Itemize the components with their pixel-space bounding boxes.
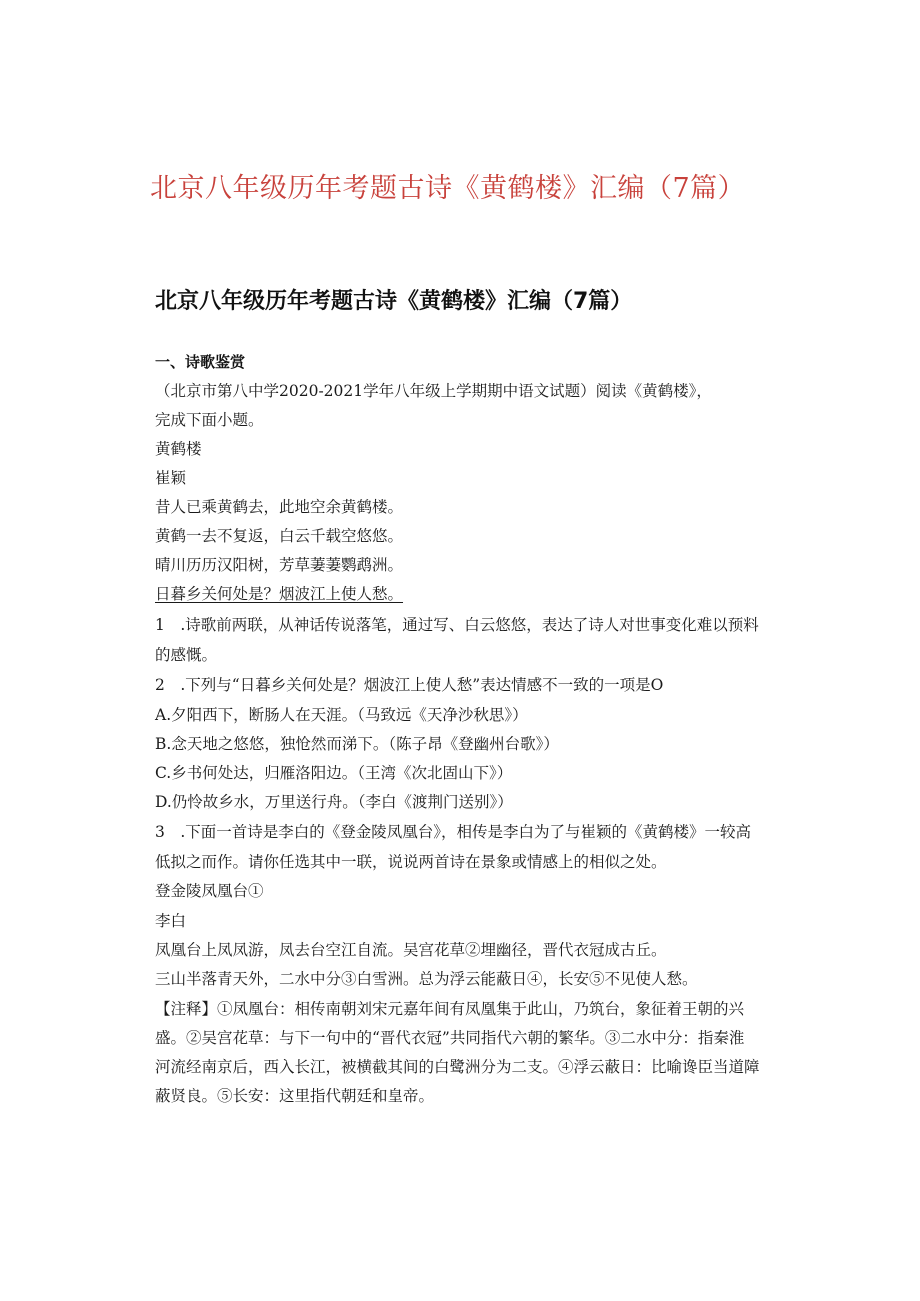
document-heading: 北京八年级历年考题古诗《黄鹤楼》汇编（7篇） [155, 289, 633, 314]
notes-line-3: 河流经南京后，西入长江，被横截其间的白鹭洲分为二支。④浮云蔽日：比喻谗臣当道障 [155, 1058, 760, 1076]
intro-line-1: （北京市第八中学2020-2021学年八年级上学期期中语文试题）阅读《黄鹤楼》， [155, 382, 712, 400]
question-3-line-1: 3 .下面一首诗是李白的《登金陵凤凰台》，相传是李白为了与崔颖的《黄鹤楼》一较高 [155, 823, 752, 841]
option-a: A.夕阳西下，断肠人在天涯。（马致远《天净沙秋思》） [155, 706, 528, 724]
poem-author: 崔颖 [155, 469, 187, 487]
poem2-author: 李白 [155, 912, 187, 930]
question-2-stem: 2 .下列与“日暮乡关何处是？烟波江上使人愁”表达情感不一致的一项是O [155, 676, 664, 694]
option-c: C.乡书何处达，归雁洛阳边。（王湾《次北固山下》） [155, 764, 513, 782]
option-d: D.仍怜故乡水，万里送行舟。（李白《渡荆门送别》） [155, 793, 513, 811]
poem-line-4: 日暮乡关何处是？烟波江上使人愁。 [155, 585, 404, 603]
notes-line-4: 蔽贤良。⑤长安：这里指代朝廷和皇帝。 [155, 1087, 435, 1105]
poem-line-2: 黄鹤一去不复返，白云千载空悠悠。 [155, 527, 404, 545]
notes-line-1: 【注释】①凤凰台：相传南朝刘宋元嘉年间有凤凰集于此山，乃筑台，象征着王朝的兴 [155, 1000, 745, 1018]
question-1-line-1: 1 .诗歌前两联，从神话传说落笔，通过写、白云悠悠，表达了诗人对世事变化难以预料 [155, 616, 759, 634]
question-3-line-2: 低拟之而作。请你任选其中一联，说说两首诗在景象或情感上的相似之处。 [155, 853, 667, 871]
poem2-line-1: 凤凰台上凤凤游，凤去台空江自流。吴宫花草②埋幽径，晋代衣冠成古丘。 [155, 941, 667, 959]
section-heading: 一、诗歌鉴赏 [155, 353, 246, 371]
option-b: B.念天地之悠悠，独怆然而涕下。（陈子昂《登幽州台歌》） [155, 735, 559, 753]
poem-line-1: 昔人已乘黄鹤去，此地空余黄鹤楼。 [155, 498, 404, 516]
poem2-title: 登金陵凤凰台① [155, 882, 264, 900]
poem-line-3: 晴川历历汉阳树，芳草萋萋鹦鹉洲。 [155, 556, 404, 574]
document-title: 北京八年级历年考题古诗《黄鹤楼》汇编（7篇） [150, 173, 746, 204]
notes-line-2: 盛。②吴宫花草：与下一句中的“晋代衣冠”共同指代六朝的繁华。③二水中分：指秦淮 [155, 1029, 745, 1047]
question-1-line-2: 的感慨。 [155, 646, 218, 664]
intro-line-2: 完成下面小题。 [155, 411, 264, 429]
poem-title: 黄鹤楼 [155, 440, 202, 458]
poem2-line-2: 三山半落青天外，二水中分③白雪洲。总为浮云能蔽日④，长安⑤不见使人愁。 [155, 970, 698, 988]
